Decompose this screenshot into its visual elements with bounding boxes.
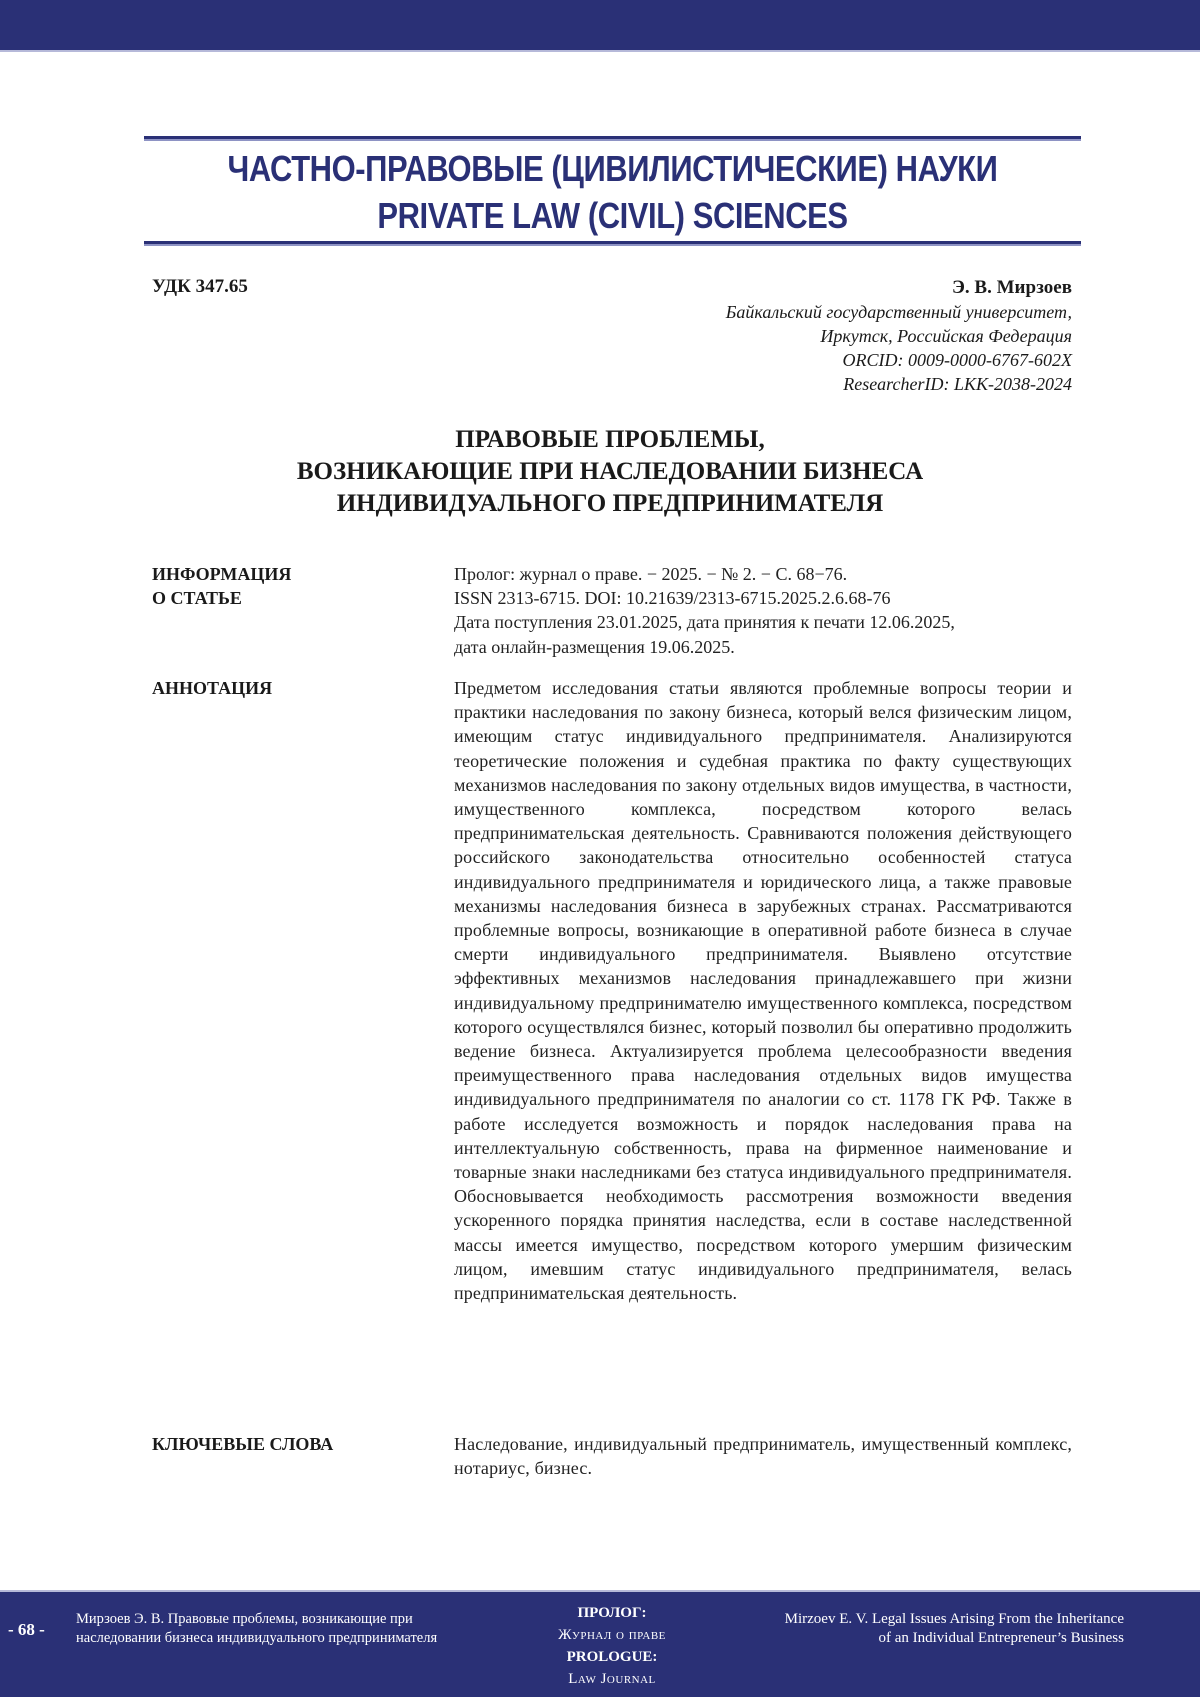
section-header [144, 136, 1081, 246]
article-title-line: ПРАВОВЫЕ ПРОБЛЕМЫ, [455, 426, 765, 453]
issn-doi: ISSN 2313-6715. DOI: 10.21639/2313-6715.2025.2.6.68-76 [454, 588, 891, 609]
article-info-label-line: ИНФОРМАЦИЯ [152, 564, 292, 584]
journal-subtitle-ru: Журнал о праве [558, 1627, 666, 1643]
article-info-body [454, 562, 1072, 659]
article-title-line: ВОЗНИКАЮЩИЕ ПРИ НАСЛЕДОВАНИИ БИЗНЕСА [296, 458, 924, 485]
journal-logo-text [512, 1602, 712, 1690]
article-title-line: ИНДИВИДУАЛЬНОГО ПРЕДПРИНИМАТЕЛЯ [336, 490, 884, 517]
citation: Пролог: журнал о праве. − 2025. − № 2. − С. 68−76. [454, 564, 848, 584]
journal-title-ru: ПРОЛОГ: [577, 1605, 647, 1621]
footer-citation-en [704, 1610, 1124, 1648]
keywords-label: КЛЮЧЕВЫЕ СЛОВА [152, 1434, 334, 1454]
abstract-row [152, 676, 1072, 1305]
footer-citation-en-line: Mirzoev E. V. Legal Issues Arising From the Inheritance [784, 1611, 1124, 1627]
section-title-ru: ЧАСТНО-ПРАВОВЫЕ (ЦИВИЛИСТИЧЕСКИЕ) НАУКИ [227, 148, 998, 189]
article-title [150, 424, 1070, 520]
top-header-band [0, 0, 1200, 50]
author-affiliation: Байкальский государственный университет, [725, 302, 1072, 322]
page-footer [0, 1592, 1200, 1697]
author-orcid: ORCID: 0009-0000-6767-602X [842, 350, 1072, 370]
journal-title-en: PROLOGUE: [566, 1649, 658, 1665]
abstract-label: АННОТАЦИЯ [152, 678, 273, 698]
abstract-text: Предметом исследования статьи являются проблемные вопросы теории и практики наследования по закону бизнеса, который велся физическим лицом, имеющим статус индивидуального предпринимателя. Анализируются теоретические положения и судебная практика по факту существующих механизмов наследования по закону отдельных видов имущества, в частности, имущественного комплекса, посредством которого велась предпринимательская деятельность. Сравниваются положения действующего российского законодательства относительно особенностей статуса индивидуального предпринимателя и юридического лица, а также правовые механизмы наследования бизнеса в зарубежных странах. Рассматриваются проблемные вопросы, возникающие в оперативной работе бизнеса в случае смерти индивидуального предпринимателя. Выявлено отсутствие эффективных механизмов наследования принадлежавшего при жизни индивидуальному предпринимателю имущественного комплекса, посредством которого осуществлялся бизнес, который позволил бы оперативно продолжить ведение бизнеса. Актуализируется проблема целесообразности введения преимущественного права наследования отдельных видов имущества индивидуального предпринимателя по аналогии со ст. 1178 ГК РФ. Также в работе исследуется возможность и порядок наследования права на интеллектуальную собственность, права на фирменное наименование и товарные знаки наследниками без статуса индивидуального предпринимателя. Обосновывается необходимость рассмотрения возможности введения ускоренного порядка принятия наследства, если в составе наследственной массы имеется имущество, посредством которого умершим физическим лицом, имевшим статус индивидуального предпринимателя, велась предпринимательская деятельность. [454, 678, 1072, 1304]
keywords-row [152, 1432, 1072, 1480]
section-title-en: PRIVATE LAW (CIVIL) SCIENCES [377, 195, 848, 236]
page-number: - 68 - [8, 1620, 45, 1639]
top-band-divider [0, 50, 1200, 52]
article-info-row [152, 562, 1072, 659]
author-name: Э. В. Мирзоев [952, 277, 1072, 298]
author-location: Иркутск, Российская Федерация [820, 326, 1072, 346]
journal-subtitle-en: Law Journal [568, 1671, 656, 1687]
footer-citation-en-line: of an Individual Entrepreneur’s Business [878, 1630, 1124, 1646]
dates: дата онлайн-размещения 19.06.2025. [454, 636, 735, 657]
keywords-text: Наследование, индивидуальный предприниматель, имущественный комплекс, нотариус, бизнес. [454, 1434, 1072, 1479]
dates: Дата поступления 23.01.2025, дата принятия к печати 12.06.2025, [454, 612, 955, 633]
udk-code: УДК 347.65 [152, 276, 248, 297]
section-rule-bottom [144, 241, 1081, 246]
article-info-label-line: О СТАТЬЕ [152, 588, 242, 608]
footer-citation-ru: Мирзоев Э. В. Правовые проблемы, возникающие при наследовании бизнеса индивидуального предпринимателя [76, 1611, 438, 1646]
author-block [726, 276, 1072, 396]
author-researcher-id: ResearcherID: LKK-2038-2024 [843, 374, 1072, 394]
article-info-label [152, 562, 454, 659]
